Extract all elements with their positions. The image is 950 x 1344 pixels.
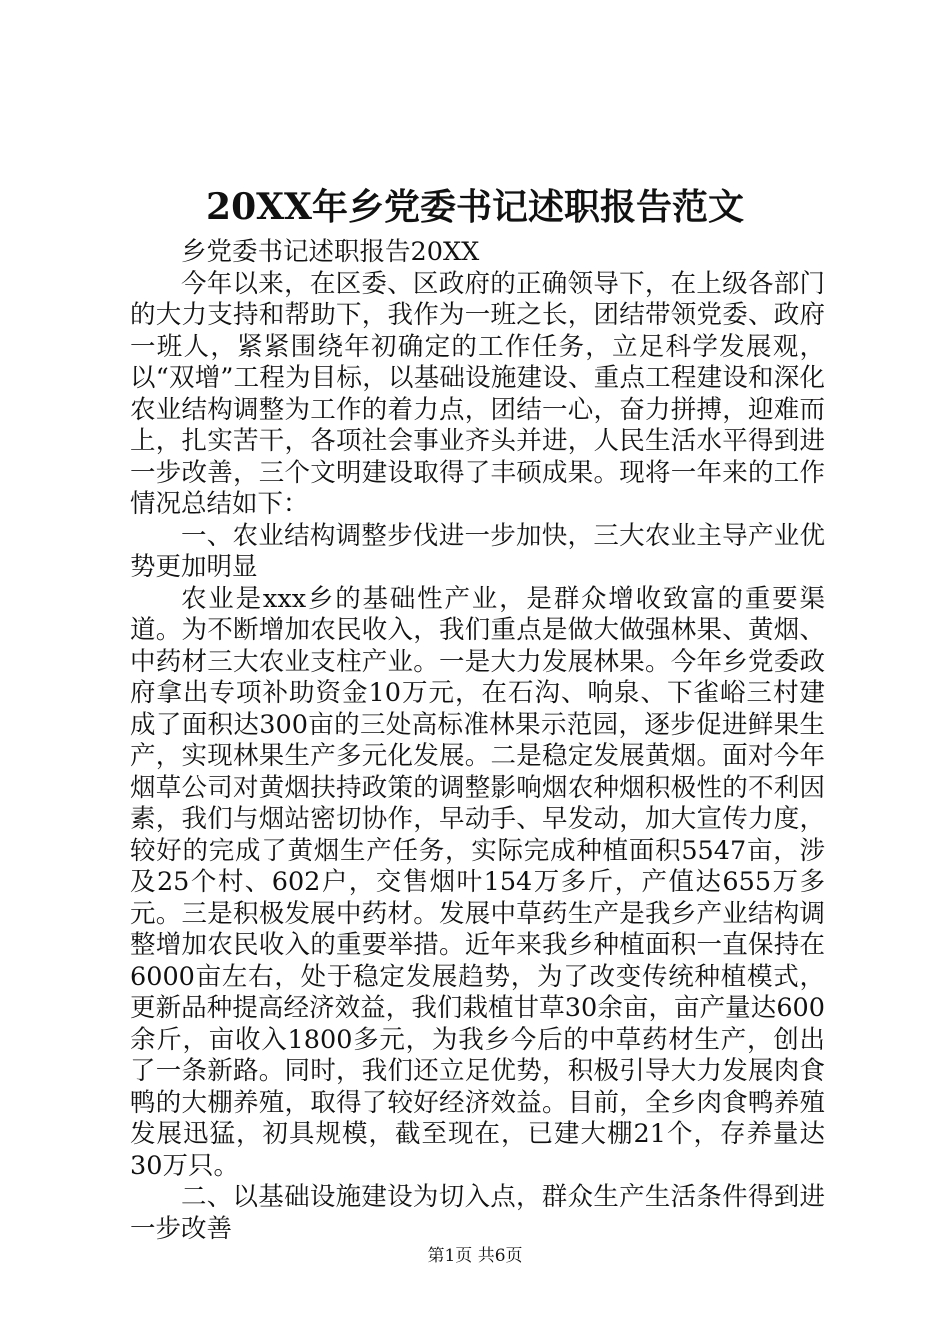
document-title: 20XX年乡党委书记述职报告范文 [206,186,744,228]
section-heading-1: 一、农业结构调整步伐进一步加快，三大农业主导产业优势更加明显 [130,520,825,582]
paragraph-intro: 今年以来，在区委、区政府的正确领导下，在上级各部门的大力支持和帮助下，我作为一班之长，团结带领党委、政府一班人，紧紧围绕年初确定的工作任务，立足科学发展观，以“双增”工程为目标，以基础设施建设、重点工程建设和深化农业结构调整为工作的着力点，团结一心，奋力拼搏，迎难而上，扎实苦干，各项社会事业齐头并进，人民生活水平得到进一步改善，三个文明建设取得了丰硕成果。现将一年来的工作情况总结如下： [130,268,825,519]
paragraph-subtitle: 乡党委书记述职报告20XX [181,237,480,267]
section-heading-2: 二、以基础设施建设为切入点，群众生产生活条件得到进一步改善 [130,1182,825,1244]
document-body [130,237,825,1245]
paragraph-agriculture: 农业是xxx乡的基础性产业，是群众增收致富的重要渠道。为不断增加农民收入，我们重点是做大做强林果、黄烟、中药材三大农业支柱产业。一是大力发展林果。今年乡党委政府拿出专项补助资金10万元，在石沟、响泉、下雀峪三村建成了面积达300亩的三处高标准林果示范园，逐步促进鲜果生产，实现林果生产多元化发展。二是稳定发展黄烟。面对今年烟草公司对黄烟扶持政策的调整影响烟农种烟积极性的不利因素，我们与烟站密切协作，早动手、早发动，加大宣传力度，较好的完成了黄烟生产任务，实际完成种植面积5547亩，涉及25个村、602户，交售烟叶154万多斤，产值达655万多元。三是积极发展中药材。发展中草药生产是我乡产业结构调整增加农民收入的重要举措。近年来我乡种植面积一直保持在6000亩左右，处于稳定发展趋势，为了改变传统种植模式，更新品种提高经济效益，我们栽植甘草30余亩，亩产量达600余斤，亩收入1800多元，为我乡今后的中草药材生产，创出了一条新路。同时，我们还立足优势，积极引导大力发展肉食鸭的大棚养殖，取得了较好经济效益。目前，全乡肉食鸭养殖发展迅猛，初具规模，截至现在，已建大棚21个，存养量达30万只。 [130,583,825,1181]
page-footer: 第1页 共6页 [427,1246,523,1266]
